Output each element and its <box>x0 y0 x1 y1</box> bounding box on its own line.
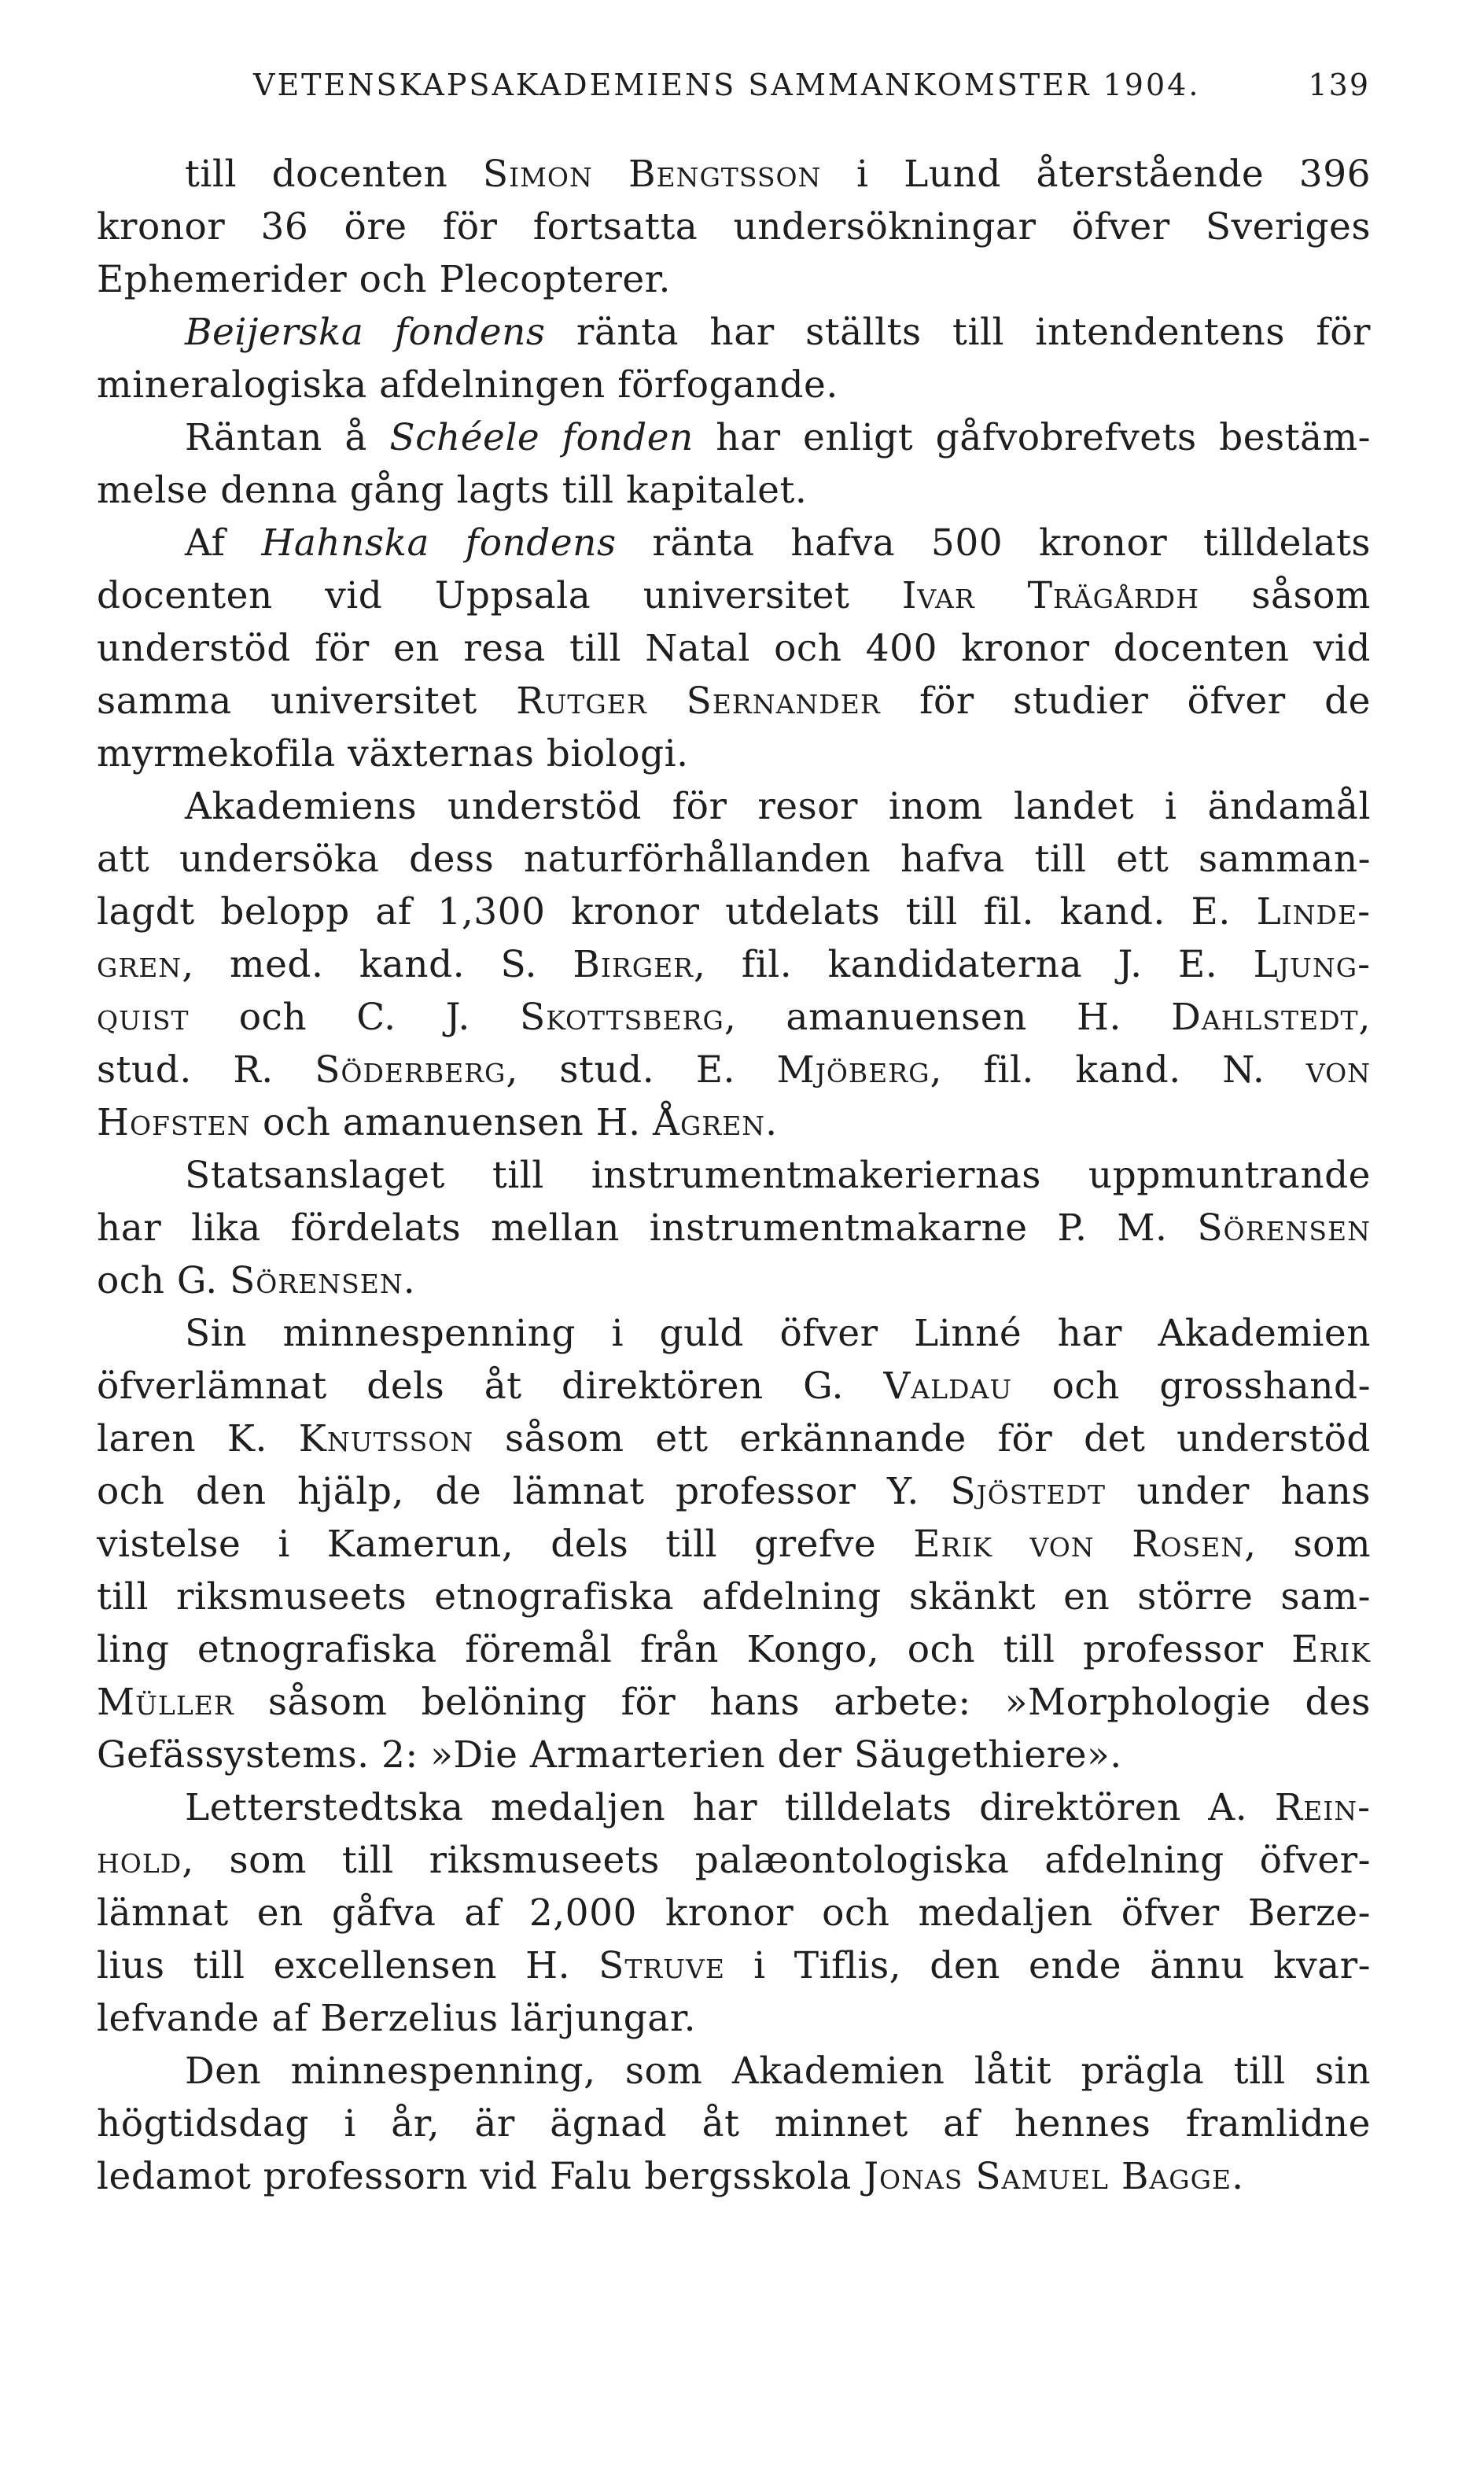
text-segment: , som till riksmuseets palæontologiska afdelning öfver- <box>182 1839 1371 1882</box>
text-line <box>97 1781 1371 1834</box>
text-segment: högtidsdag i år, är ägnad åt minnet af hennes framlidne <box>97 2102 1371 2145</box>
text-line <box>97 253 1371 306</box>
fund-name: Hahnska fondens <box>261 521 617 565</box>
text-segment: till riksmuseets etnografiska afdelning skänkt en större sam- <box>97 1575 1371 1619</box>
text-segment: ling etnografiska föremål från Kongo, och till professor <box>97 1628 1292 1671</box>
text-segment: , med. kand. S. <box>182 943 573 986</box>
person-name: Rutger Sernander <box>516 680 881 723</box>
text-segment: mineralogiska afdelningen förfogande. <box>97 363 838 407</box>
text-line <box>97 569 1371 622</box>
text-segment: Ephemerider och Plecopterer. <box>97 258 671 301</box>
person-name: Skottsberg <box>520 996 724 1039</box>
text-line <box>97 411 1371 464</box>
text-line <box>97 727 1371 780</box>
text-line <box>97 1149 1371 1202</box>
person-name: Erik <box>1291 1628 1371 1671</box>
text-line <box>97 464 1371 517</box>
text-segment: att undersöka dess naturförhållanden hafva till ett samman- <box>97 838 1371 881</box>
text-line <box>97 2045 1371 2097</box>
text-line <box>97 622 1371 675</box>
text-segment: och grosshand- <box>1012 1365 1371 1408</box>
text-segment: lagdt belopp af 1,300 kronor utdelats till fil. kand. E. <box>97 890 1257 934</box>
text-line <box>97 306 1371 359</box>
person-name: Knutsson <box>298 1417 474 1460</box>
fund-name: Beijerska fondens <box>185 311 546 354</box>
person-name: Sjöstedt <box>950 1470 1107 1513</box>
person-name: Sörensen <box>1197 1206 1371 1250</box>
text-line <box>97 148 1371 201</box>
text-line <box>97 2097 1371 2150</box>
page-header <box>253 68 1370 110</box>
text-segment: för studier öfver de <box>880 680 1371 723</box>
text-segment: har lika fördelats mellan instrumentmakarne P. M. <box>97 1206 1198 1250</box>
text-line <box>97 1676 1371 1729</box>
paragraph <box>97 411 1371 517</box>
body-text <box>97 148 1371 2203</box>
running-title: VETENSKAPSAKADEMIENS SAMMANKOMSTER 1904. <box>253 68 1201 102</box>
text-segment: ledamot professorn vid Falu bergsskola <box>97 2155 864 2198</box>
person-name: von <box>1305 1048 1371 1092</box>
paragraph <box>97 1781 1371 2045</box>
person-name: Erik von Rosen <box>913 1523 1245 1566</box>
person-name: Ågren <box>653 1101 766 1144</box>
text-line <box>97 1202 1371 1254</box>
paragraph <box>97 780 1371 1149</box>
text-line <box>97 886 1371 938</box>
paragraph <box>97 306 1371 411</box>
text-line <box>97 359 1371 411</box>
person-name: quist <box>97 996 190 1039</box>
text-segment: understöd för en resa till Natal och 400 kronor docenten vid <box>97 627 1371 670</box>
paragraph <box>97 1149 1371 1307</box>
text-line <box>97 1518 1371 1571</box>
text-segment: till docenten <box>185 153 483 196</box>
text-segment: , amanuensen H. <box>724 996 1172 1039</box>
text-segment: Af <box>185 521 262 565</box>
text-segment: i Tiflis, den ende ännu kvar- <box>724 1944 1371 1987</box>
text-segment: Akademiens understöd för resor inom landet i ändamål <box>185 785 1371 828</box>
text-line <box>97 201 1371 253</box>
text-segment: vistelse i Kamerun, dels till grefve <box>97 1523 914 1566</box>
text-line <box>97 517 1371 569</box>
text-line <box>97 1623 1371 1676</box>
page-number: 139 <box>1308 68 1370 102</box>
text-line <box>97 1729 1371 1781</box>
text-segment: , som <box>1244 1523 1372 1566</box>
person-name: Jonas Samuel Bagge <box>864 2155 1232 2198</box>
person-name: hold <box>97 1839 182 1882</box>
text-segment: Sin minnespenning i guld öfver Linné har Akademien <box>185 1312 1371 1355</box>
text-segment: i Lund återstående 396 <box>821 153 1371 196</box>
text-segment: under hans <box>1106 1470 1372 1513</box>
text-segment: Räntan å <box>185 416 390 459</box>
text-line <box>97 1571 1371 1623</box>
text-segment: kronor 36 öre för fortsatta undersökningar öfver Sveriges <box>97 205 1371 249</box>
person-name: Hofsten <box>97 1101 251 1144</box>
text-segment: myrmekofila växternas biologi. <box>97 732 689 775</box>
text-segment: såsom ett erkännande för det understöd <box>473 1417 1371 1460</box>
paragraph <box>97 2045 1371 2203</box>
text-line <box>97 1992 1371 2045</box>
paragraph <box>97 148 1371 306</box>
person-name: Müller <box>97 1681 234 1724</box>
text-segment: har enligt gåfvobrefvets bestäm- <box>693 416 1371 459</box>
person-name: Linde- <box>1256 890 1371 934</box>
text-line <box>97 1307 1371 1360</box>
text-segment: , stud. E. <box>506 1048 777 1092</box>
text-segment: Letterstedtska medaljen har tilldelats direktören A. <box>185 1786 1275 1829</box>
text-segment: Statsanslaget till instrumentmakeriernas uppmuntrande <box>185 1154 1371 1197</box>
person-name: Söderberg <box>315 1048 506 1092</box>
text-line <box>97 1887 1371 1939</box>
text-segment: lämnat en gåfva af 2,000 kronor och medaljen öfver Berze- <box>97 1891 1371 1935</box>
text-segment: ränta har ställts till intendentens för <box>545 311 1371 354</box>
person-name: Ivar Trägårdh <box>901 574 1199 617</box>
text-line <box>97 1254 1371 1307</box>
text-line <box>97 780 1371 833</box>
text-segment: melse denna gång lagts till kapitalet. <box>97 469 808 512</box>
text-line <box>97 675 1371 727</box>
text-segment: lefvande af Berzelius lärjungar. <box>97 1997 697 2040</box>
text-segment: öfverlämnat dels åt direktören G. <box>97 1365 884 1408</box>
text-segment: och C. J. <box>189 996 520 1039</box>
person-name: Ljung- <box>1253 943 1371 986</box>
text-line <box>97 1939 1371 1992</box>
text-line <box>97 1465 1371 1518</box>
text-segment: såsom belöning för hans arbete: »Morphologie des <box>234 1681 1371 1724</box>
text-line <box>97 833 1371 886</box>
text-segment: . <box>1232 2155 1244 2198</box>
person-name: Sörensen <box>230 1259 403 1302</box>
text-segment: ränta hafva 500 kronor tilldelats <box>616 521 1371 565</box>
paragraph <box>97 1307 1371 1781</box>
person-name: Valdau <box>883 1365 1013 1408</box>
text-segment: såsom <box>1199 574 1371 617</box>
person-name: Birger <box>573 943 694 986</box>
text-segment: och amanuensen H. <box>250 1101 654 1144</box>
person-name: Rein- <box>1274 1786 1371 1829</box>
text-segment: docenten vid Uppsala universitet <box>97 574 902 617</box>
person-name: Dahlstedt <box>1171 996 1359 1039</box>
paragraph <box>97 517 1371 780</box>
text-segment: . <box>765 1101 778 1144</box>
text-segment: och den hjälp, de lämnat professor Y. <box>97 1470 951 1513</box>
text-line <box>97 938 1371 991</box>
text-segment: samma universitet <box>97 680 517 723</box>
text-segment: stud. R. <box>97 1048 315 1092</box>
text-segment: laren K. <box>97 1417 299 1460</box>
text-segment: , fil. kandidaterna J. E. <box>694 943 1254 986</box>
text-segment: . <box>403 1259 416 1302</box>
text-line <box>97 991 1371 1044</box>
person-name: Mjöberg <box>776 1048 930 1092</box>
fund-name: Schéele fonden <box>389 416 694 459</box>
person-name: gren <box>97 943 182 986</box>
text-line <box>97 1412 1371 1465</box>
text-segment: och G. <box>97 1259 230 1302</box>
text-line <box>97 2150 1371 2203</box>
text-segment: Den minnespenning, som Akademien låtit prägla till sin <box>185 2050 1371 2093</box>
text-line <box>97 1096 1371 1149</box>
text-line <box>97 1044 1371 1096</box>
text-line <box>97 1834 1371 1887</box>
text-segment: Gefässystems. 2: »Die Armarterien der Säugethiere». <box>97 1733 1122 1777</box>
person-name: Simon Bengtsson <box>482 153 822 196</box>
text-segment: lius till excellensen H. <box>97 1944 599 1987</box>
text-line <box>97 1360 1371 1412</box>
text-segment: , fil. kand. N. <box>930 1048 1306 1092</box>
person-name: Struve <box>598 1944 725 1987</box>
text-segment: , <box>1358 996 1371 1039</box>
